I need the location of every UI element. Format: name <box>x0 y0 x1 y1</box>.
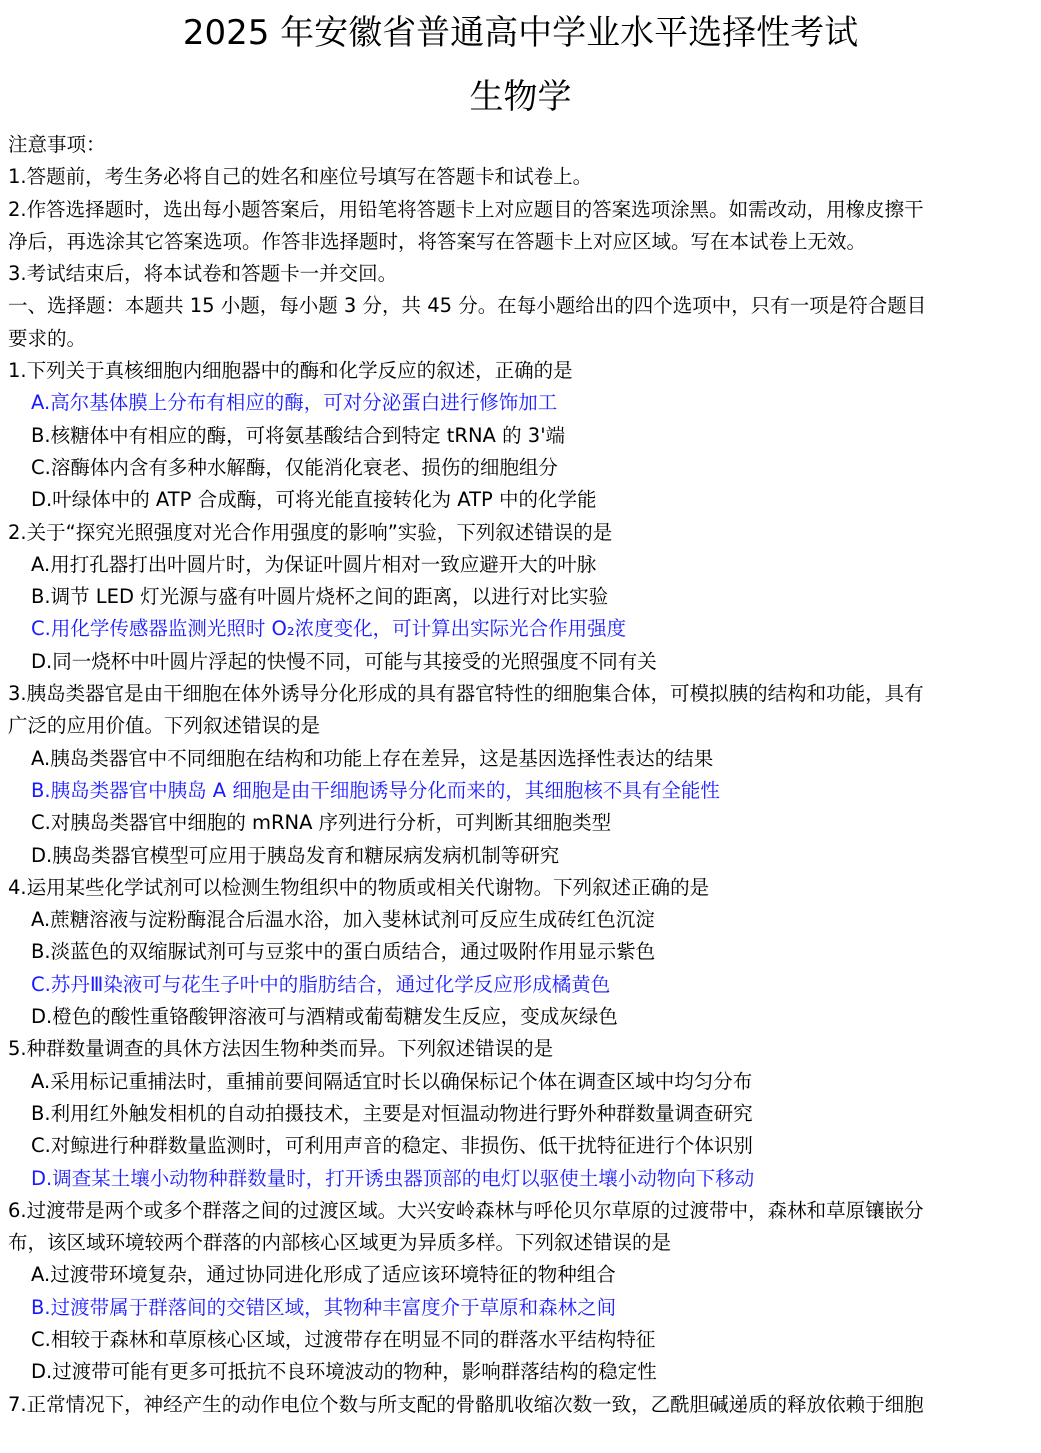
answer-option: D.橙色的酸性重铬酸钾溶液可与酒精或葡萄糖发生反应，变成灰绿色 <box>31 1005 618 1029</box>
exam-title: 2025 年安徽省普通高中学业水平选择性考试 <box>182 13 859 53</box>
question-stem: 6.过渡带是两个或多个群落之间的过渡区域。大兴安岭森林与呼伦贝尔草原的过渡带中，森林和草原镶嵌分 <box>8 1198 924 1222</box>
answer-option: C.对胰岛类器官中细胞的 mRNA 序列进行分析，可判断其细胞类型 <box>31 811 612 835</box>
notes-item: 2.作答选择题时，选出每小题答案后，用铅笔将答题卡上对应题目的答案选项涂黑。如需改动，用橡皮擦干 <box>8 197 924 221</box>
answer-option-highlighted: C.用化学传感器监测光照时 O₂浓度变化，可计算出实际光合作用强度 <box>31 617 627 641</box>
question-stem: 3.胰岛类器官是由干细胞在体外诱导分化形成的具有器官特性的细胞集合体，可模拟胰的结构和功能，具有 <box>8 682 924 706</box>
answer-option: C.溶酶体内含有多种水解酶，仅能消化衰老、损伤的细胞组分 <box>31 455 558 479</box>
question-4 <box>8 872 1038 1033</box>
section-instruction-line: 一、选择题：本题共 15 小题，每小题 3 分，共 45 分。在每小题给出的四个选项中，只有一项是符合题目 <box>8 294 927 318</box>
answer-option: C.相较于森林和草原核心区域，过渡带存在明显不同的群落水平结构特征 <box>31 1327 656 1351</box>
answer-option: B.核糖体中有相应的酶，可将氨基酸结合到特定 tRNA 的 3'端 <box>31 423 566 447</box>
notes-item: 3.考试结束后，将本试卷和答题卡一并交回。 <box>8 262 398 286</box>
answer-option: D.同一烧杯中叶圆片浮起的快慢不同，可能与其接受的光照强度不同有关 <box>31 649 657 673</box>
answer-option: A.过渡带环境复杂，通过协同进化形成了适应该环境特征的物种组合 <box>31 1263 616 1287</box>
question-3 <box>8 678 1038 872</box>
subject-title: 生物学 <box>469 77 572 117</box>
notes-heading: 注意事项： <box>8 133 106 156</box>
question-7 <box>8 1389 1038 1421</box>
answer-option: D.过渡带可能有更多可抵抗不良环境波动的物种，影响群落结构的稳定性 <box>31 1360 657 1384</box>
question-5 <box>8 1033 1038 1194</box>
question-1 <box>8 355 1038 516</box>
question-stem: 4.运用某些化学试剂可以检测生物组织中的物质或相关代谢物。下列叙述正确的是 <box>8 875 710 899</box>
section-instructions <box>8 290 1038 355</box>
answer-option: D.叶绿体中的 ATP 合成酶，可将光能直接转化为 ATP 中的化学能 <box>31 488 597 512</box>
answer-option: A.蔗糖溶液与淀粉酶混合后温水浴，加入斐林试剂可反应生成砖红色沉淀 <box>31 908 655 932</box>
question-stem: 5.种群数量调查的具休方法因生物种类而异。下列叙述错误的是 <box>8 1037 554 1061</box>
answer-option-highlighted: D.调查某土壤小动物种群数量时，打开诱虫器顶部的电灯以驱使土壤小动物向下移动 <box>31 1166 755 1190</box>
question-stem: 7.正常情况下，神经产生的动作电位个数与所支配的骨骼肌收缩次数一致，乙酰胆碱递质的释放依赖于细胞 <box>8 1392 924 1416</box>
answer-option: A.胰岛类器官中不同细胞在结构和功能上存在差异，这是基因选择性表达的结果 <box>31 746 714 770</box>
answer-option: B.调节 LED 灯光源与盛有叶圆片烧杯之间的距离，以进行对比实验 <box>31 585 609 609</box>
answer-option: A.采用标记重捕法时，重捕前要间隔适宜时长以确保标记个体在调查区域中均匀分布 <box>31 1069 753 1093</box>
question-stem: 1.下列关于真核细胞内细胞器中的酶和化学反应的叙述，正确的是 <box>8 359 573 383</box>
answer-option: D.胰岛类器官模型可应用于胰岛发育和糖尿病发病机制等研究 <box>31 843 560 867</box>
exam-body <box>8 129 1038 1421</box>
answer-option-highlighted: A.高尔基体膜上分布有相应的酶，可对分泌蛋白进行修饰加工 <box>31 391 558 415</box>
question-list <box>8 355 1038 1421</box>
question-stem: 广泛的应用价值。下列叙述错误的是 <box>8 714 321 738</box>
answer-option-highlighted: B.胰岛类器官中胰岛 A 细胞是由干细胞诱导分化而来的，其细胞核不具有全能性 <box>31 778 720 802</box>
question-6 <box>8 1195 1038 1389</box>
answer-option-highlighted: C.苏丹Ⅲ染液可与花生子叶中的脂肪结合，通过化学反应形成橘黄色 <box>31 972 611 996</box>
question-stem: 2.关于“探究光照强度对光合作用强度的影响”实验，下列叙述错误的是 <box>8 520 613 544</box>
notes-item: 1.答题前，考生务必将自己的姓名和座位号填写在答题卡和试卷上。 <box>8 165 593 189</box>
answer-option: C.对鲸进行种群数量监测时，可利用声音的稳定、非损伤、低干扰特征进行个体识别 <box>31 1134 753 1158</box>
question-2 <box>8 517 1038 678</box>
answer-option-highlighted: B.过渡带属于群落间的交错区域，其物种丰富度介于草原和森林之间 <box>31 1295 617 1319</box>
answer-option: B.淡蓝色的双缩脲试剂可与豆浆中的蛋白质结合，通过吸附作用显示紫色 <box>31 940 656 964</box>
section-instruction-line: 要求的。 <box>8 326 87 350</box>
question-stem: 布，该区域环境较两个群落的内部核心区域更为异质多样。下列叙述错误的是 <box>8 1231 672 1255</box>
answer-option: B.利用红外触发相机的自动拍摄技术，主要是对恒温动物进行野外种群数量调查研究 <box>31 1101 753 1125</box>
answer-option: A.用打孔器打出叶圆片时，为保证叶圆片相对一致应避开大的叶脉 <box>31 552 597 576</box>
notes-list <box>8 161 1038 290</box>
notes-item: 净后，再选涂其它答案选项。作答非选择题时，将答案写在答题卡上对应区域。写在本试卷上无效。 <box>8 229 867 253</box>
